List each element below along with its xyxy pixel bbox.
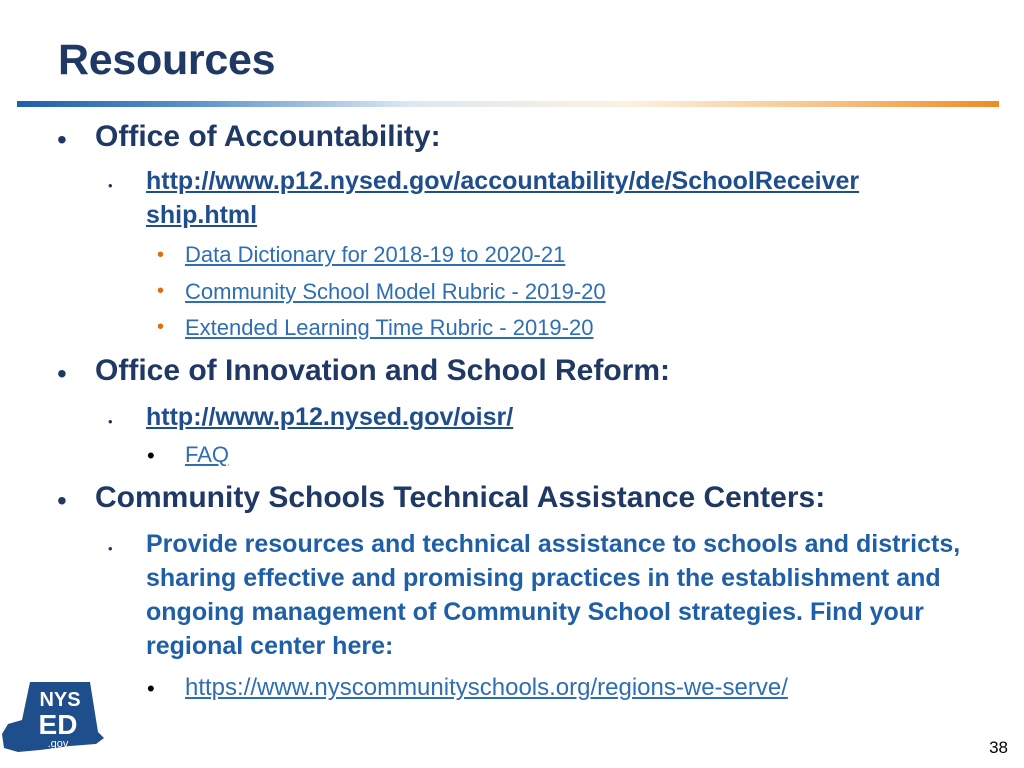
bullet: • — [147, 443, 155, 468]
section-heading-accountability: Office of Accountability: — [95, 120, 441, 153]
ta-centers-description: Provide resources and technical assistance to schools and districts, sharing effective and promising practices in the establishment and ongoing management of Community School strategies. Find your regional center here: — [146, 530, 961, 660]
oisr-link[interactable]: http://www.p12.nysed.gov/oisr/ — [146, 403, 514, 431]
bullet: • — [57, 358, 67, 389]
logo-text-nys: NYS — [39, 689, 81, 711]
faq-link[interactable]: FAQ — [185, 442, 230, 467]
bullet: • — [108, 541, 113, 556]
section-heading-innovation: Office of Innovation and School Reform: — [95, 354, 671, 387]
bullet: • — [147, 676, 155, 701]
bullet: • — [108, 178, 113, 193]
bullet: • — [157, 316, 165, 338]
section-heading-ta-centers: Community Schools Technical Assistance Centers: — [95, 481, 826, 514]
logo-text-gov: .gov — [47, 738, 69, 750]
accountability-link-continued[interactable]: ship.html — [146, 201, 258, 229]
accountability-link[interactable]: http://www.p12.nysed.gov/accountability/de/SchoolReceiver — [146, 167, 860, 195]
extended-learning-rubric-link[interactable]: Extended Learning Time Rubric - 2019-20 — [185, 315, 594, 340]
bullet: • — [57, 124, 67, 155]
bullet: • — [108, 414, 113, 429]
bullet: • — [57, 485, 67, 516]
regions-link[interactable]: https://www.nyscommunityschools.org/regions-we-serve/ — [185, 674, 788, 701]
data-dictionary-link[interactable]: Data Dictionary for 2018-19 to 2020-21 — [185, 242, 566, 267]
title-divider — [17, 101, 999, 107]
page-title: Resources — [58, 36, 276, 84]
bullet: • — [157, 244, 165, 266]
nysed-logo — [0, 672, 110, 756]
logo-text-ed: ED — [38, 709, 78, 740]
page-number: 38 — [989, 738, 1008, 757]
bullet: • — [157, 280, 165, 302]
community-school-rubric-link[interactable]: Community School Model Rubric - 2019-20 — [185, 279, 606, 304]
